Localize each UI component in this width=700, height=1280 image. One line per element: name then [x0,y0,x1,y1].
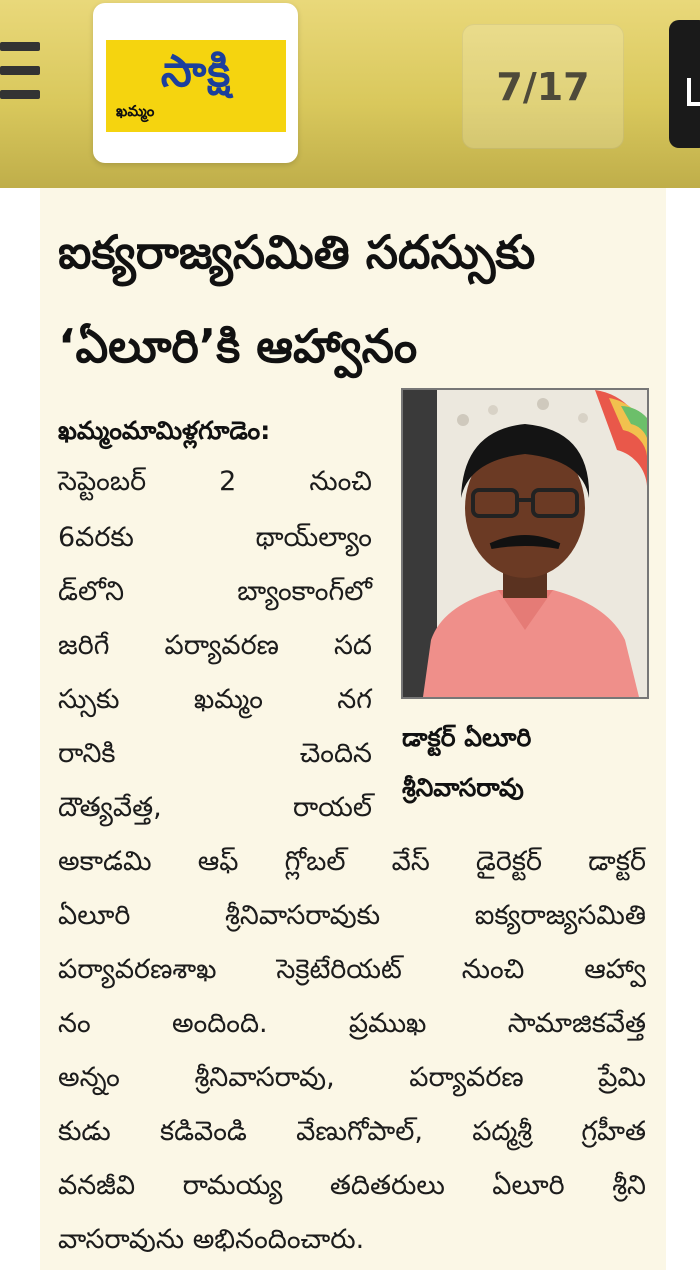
body-line: నం అందింది. ప్రముఖ సామాజికవేత్త [58,1008,646,1039]
share-icon [687,78,700,106]
portrait-illustration [403,390,647,697]
body-line: డ్‌లోని బ్యాంకాంగ్‌లో [58,576,372,607]
body-line: వనజీవి రామయ్య తదితరులు ఏలూరి శ్రీని [58,1170,646,1201]
logo-badge [106,40,286,132]
body-line: సెప్టెంబర్ 2 నుంచి [58,466,372,497]
logo-title: సాక్షి [160,46,232,97]
body-line: అన్నం శ్రీనివాసరావు, పర్యావరణ ప్రేమి [58,1062,646,1093]
body-line: రానికి చెందిన [58,738,372,769]
body-line: ఏలూరి శ్రీనివాసరావుకు ఐక్యరాజ్యసమితి [58,900,646,931]
article-clipping [40,188,666,1270]
portrait-photo [401,388,649,699]
body-line-last: వాసరావును అభినందించారు. [58,1224,365,1255]
photo-caption-line-1: డాక్టర్ ఏలూరి [402,723,532,752]
newspaper-logo[interactable] [93,3,298,163]
body-line: స్సుకు ఖమ్మం నగ [58,684,372,715]
body-line: దౌత్యవేత్త, రాయల్ [58,792,372,823]
top-app-bar [0,0,700,188]
photo-caption-line-2: శ్రీనివాసరావు [402,773,524,802]
body-line: పర్యావరణశాఖ సెక్రెటేరియట్ నుంచి ఆహ్వా [58,954,646,985]
headline-line-2: ‘ఏలూరి’కి ఆహ్వానం [58,319,418,373]
hamburger-menu-icon[interactable] [0,42,42,102]
body-line: జరిగే పర్యావరణ సద [58,630,372,661]
body-line: అకాడమి ఆఫ్ గ్లోబల్ వేస్ డైరెక్టర్ డాక్టర్ [58,846,646,877]
body-line: 6వరకు థాయ్‌ల్యాం [58,522,372,553]
page-counter-button[interactable]: 7/17 [462,24,624,149]
headline-line-1: ఐక్యరాజ్యసమితి సదస్సుకు [58,225,536,279]
body-line: కుడు కడివెండి వేణుగోపాల్, పద్మశ్రీ గ్రహీత [58,1116,646,1147]
logo-edition: ఖమ్మం [116,102,155,120]
dateline: ఖమ్మంమామిళ్లగూడెం: [58,416,271,445]
share-button[interactable] [669,20,700,148]
